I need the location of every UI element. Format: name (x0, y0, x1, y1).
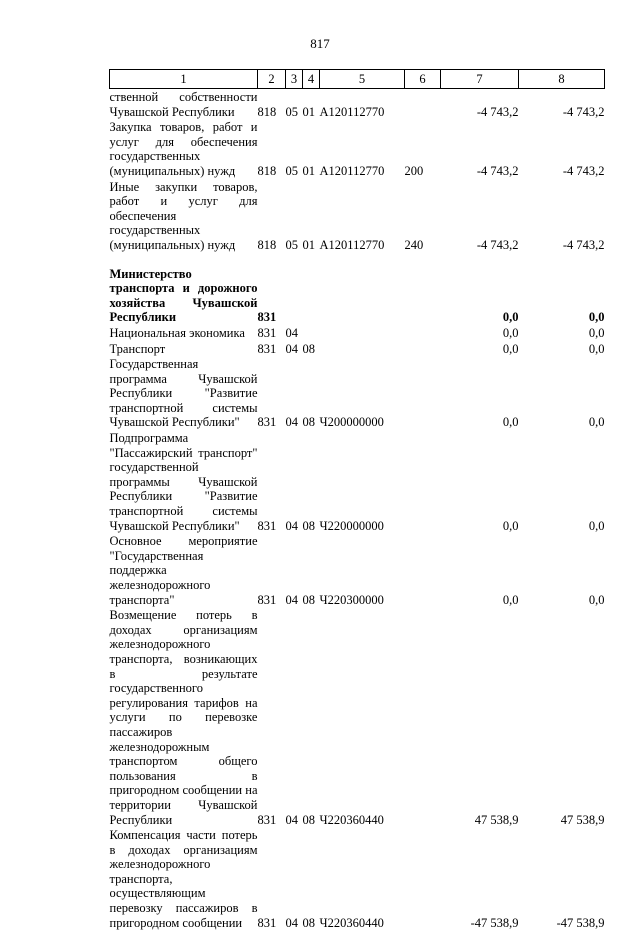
amount-col-8: -4 743,2 (562, 163, 605, 178)
amount-col-8: 0,0 (588, 518, 605, 533)
admin-code: 831 (257, 915, 277, 930)
column-header: 6 (405, 70, 441, 89)
subsection-code: 08 (302, 518, 315, 533)
amount-col-7: 0,0 (502, 518, 519, 533)
amount-col-7: 0,0 (502, 592, 519, 607)
row-description: Национальная экономика (109, 325, 245, 340)
table-row (110, 827, 605, 930)
amount-col-8: 0,0 (588, 325, 605, 340)
target-article-code: А120112770 (319, 104, 385, 119)
amount-col-8: 0,0 (588, 341, 605, 356)
expense-type-code (405, 607, 441, 827)
row-description: Основное мероприятие "Государственная поддержка железнодорожного транспорта" (109, 534, 258, 607)
amount-col-8: -47 538,9 (556, 915, 605, 930)
amount-col-8: 0,0 (588, 310, 605, 325)
amount-col-7: 47 538,9 (474, 812, 519, 827)
column-header: 2 (258, 70, 286, 89)
column-header: 3 (286, 70, 303, 89)
table-row (110, 179, 605, 253)
table-row (110, 356, 605, 430)
section-code: 04 (285, 812, 298, 827)
target-article-code (320, 341, 405, 357)
subsection-code: 01 (302, 104, 315, 119)
column-header: 7 (441, 70, 519, 89)
expense-type-code (405, 341, 441, 357)
expense-type-code (405, 89, 441, 120)
target-article-code: Ч200000000 (319, 415, 384, 430)
table-row (110, 119, 605, 178)
column-number-row (110, 70, 605, 89)
table-row (110, 341, 605, 357)
table-row (110, 325, 605, 341)
section-code: 04 (285, 518, 298, 533)
row-description: Иные закупки товаров, работ и услуг для обеспечения государственных (муниципальных) нужд (109, 179, 258, 252)
target-article-code: А120112770 (319, 237, 385, 252)
target-article-code (320, 253, 405, 325)
column-header: 1 (110, 70, 258, 89)
expense-type-code (405, 356, 441, 430)
target-article-code: Ч220360440 (319, 915, 384, 930)
admin-code: 831 (257, 812, 277, 827)
target-article-code: Ч220300000 (319, 592, 384, 607)
page-number: 817 (310, 36, 330, 51)
expense-type-code (405, 430, 441, 533)
expense-type-code (405, 253, 441, 325)
admin-code: 831 (257, 518, 277, 533)
amount-col-7: -47 538,9 (470, 915, 519, 930)
section-code: 04 (285, 325, 298, 340)
section-code: 04 (285, 915, 298, 930)
column-header: 5 (320, 70, 405, 89)
section-code: 05 (285, 237, 298, 252)
section-code: 05 (285, 163, 298, 178)
amount-col-8: -4 743,2 (562, 237, 605, 252)
amount-col-8: 0,0 (588, 592, 605, 607)
subsection-code: 08 (302, 915, 315, 930)
amount-col-7: -4 743,2 (476, 104, 519, 119)
table-row (110, 253, 605, 325)
row-description: Министерство транспорта и дорожного хозяйства Чувашской Республики (109, 266, 258, 325)
table-row (110, 89, 605, 120)
expense-type-code (405, 325, 441, 341)
admin-code: 818 (257, 237, 277, 252)
amount-col-7: 0,0 (502, 341, 519, 356)
target-article-code (320, 325, 405, 341)
amount-col-7: 0,0 (502, 310, 519, 325)
subsection-code: 01 (302, 163, 315, 178)
subsection-code: 08 (302, 812, 315, 827)
admin-code: 831 (257, 310, 277, 325)
expense-type-code: 200 (404, 163, 424, 178)
column-header: 8 (519, 70, 605, 89)
target-article-code: Ч220000000 (319, 518, 384, 533)
amount-col-7: -4 743,2 (476, 237, 519, 252)
section-code: 05 (285, 104, 298, 119)
subsection-code: 08 (302, 341, 315, 356)
expense-type-code: 240 (404, 237, 424, 252)
amount-col-8: -4 743,2 (562, 104, 605, 119)
subsection-code: 08 (302, 415, 315, 430)
amount-col-7: 0,0 (502, 325, 519, 340)
amount-col-8: 47 538,9 (560, 812, 605, 827)
table-row (110, 607, 605, 827)
row-description: Подпрограмма "Пассажирский транспорт" государственной программы Чувашской Республики "Развитие транспортной системы Чувашской Республики" (109, 431, 258, 533)
admin-code: 818 (257, 163, 277, 178)
row-description: ственной собственности Чувашской Республики (109, 90, 258, 119)
target-article-code: Ч220360440 (319, 812, 384, 827)
row-description: Возмещение потерь в доходах организациям железнодорожного транспорта, возникающих в результате государственного регулирования тарифов на услуги по перевозке пассажиров железнодорожным транспортом общего пользования в пригородном сообщении на территории Чувашской Республики (109, 608, 258, 827)
subsection-code (303, 253, 320, 325)
subsection-code: 08 (302, 592, 315, 607)
amount-col-7: 0,0 (502, 415, 519, 430)
section-code: 04 (285, 341, 298, 356)
section-code (286, 253, 303, 325)
admin-code: 831 (257, 325, 277, 340)
admin-code: 818 (257, 104, 277, 119)
table-row (110, 533, 605, 607)
row-description: Компенсация части потерь в доходах организациям железнодорожного транспорта, осуществляющим перевозку пассажиров в пригородном сообщении (109, 828, 258, 930)
expense-type-code (405, 533, 441, 607)
amount-col-7: -4 743,2 (476, 163, 519, 178)
admin-code: 831 (257, 415, 277, 430)
subsection-code: 01 (302, 237, 315, 252)
subsection-code (303, 325, 320, 341)
row-description: Закупка товаров, работ и услуг для обеспечения государственных (муниципальных) нужд (109, 120, 258, 178)
column-header: 4 (303, 70, 320, 89)
expense-type-code (405, 827, 441, 930)
admin-code: 831 (257, 592, 277, 607)
budget-table (109, 69, 605, 930)
table-row (110, 430, 605, 533)
section-code: 04 (285, 415, 298, 430)
amount-col-8: 0,0 (588, 415, 605, 430)
admin-code: 831 (257, 341, 277, 356)
target-article-code: А120112770 (319, 163, 385, 178)
section-code: 04 (285, 592, 298, 607)
row-description: Транспорт (109, 341, 166, 356)
row-description: Государственная программа Чувашской Республики "Развитие транспортной системы Чувашской Республики" (109, 357, 258, 430)
